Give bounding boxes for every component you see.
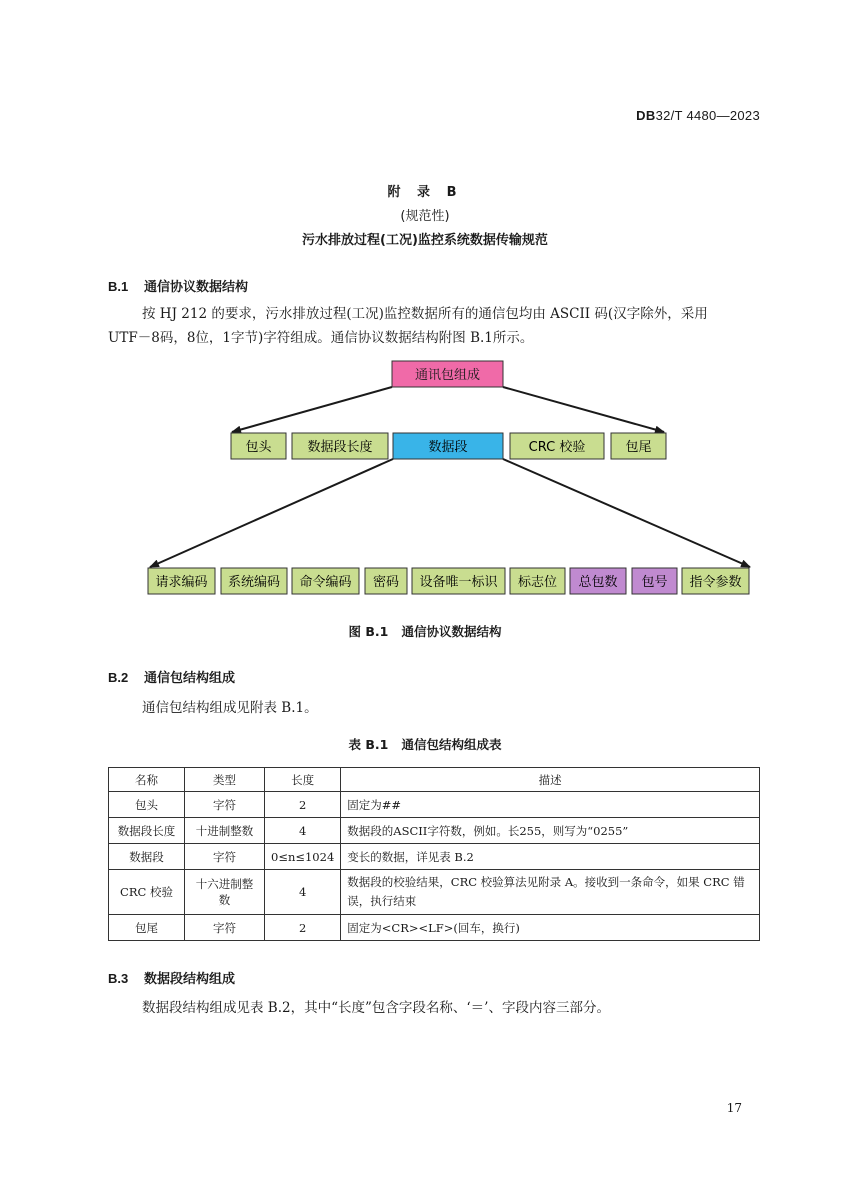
table-caption bbox=[0, 735, 850, 753]
node-crc-label: CRC 校验 bbox=[528, 440, 586, 455]
cell-type: 字符 bbox=[185, 792, 265, 818]
node-command-code-label: 命令编码 bbox=[299, 575, 352, 590]
node-tail bbox=[611, 433, 666, 459]
table-row bbox=[109, 870, 760, 915]
node-header bbox=[231, 433, 286, 459]
node-flag bbox=[510, 568, 565, 594]
cell-length: 0≤n≤1024 bbox=[265, 844, 341, 870]
cell-description: 固定为<CR><LF>(回车，换行) bbox=[341, 915, 760, 941]
cell-name: 数据段长度 bbox=[109, 818, 185, 844]
standard-prefix: DB bbox=[636, 108, 656, 123]
table-caption-text: 通信包结构组成表 bbox=[401, 737, 502, 752]
node-packet-number-label: 包号 bbox=[641, 575, 668, 590]
node-flag-label: 标志位 bbox=[517, 575, 558, 590]
cell-name: 数据段 bbox=[109, 844, 185, 870]
section-b3-number: B.3 bbox=[108, 971, 129, 986]
col-header-type: 类型 bbox=[185, 768, 265, 792]
cell-length: 2 bbox=[265, 792, 341, 818]
col-header-description: 描述 bbox=[341, 768, 760, 792]
page-number: 17 bbox=[726, 1101, 742, 1115]
section-b1-paragraph-line2: UTF－8码，8位，1字节)字符组成。通信协议数据结构附图 B.1所示。 bbox=[108, 330, 534, 346]
node-data-length bbox=[292, 433, 388, 459]
node-root-label: 通讯包组成 bbox=[414, 368, 481, 383]
cell-description: 数据段的ASCII字符数，例如。长255，则写为“0255” bbox=[341, 818, 760, 844]
section-b3-title: 数据段结构组成 bbox=[144, 972, 236, 987]
node-request-code bbox=[148, 568, 215, 594]
cell-length: 2 bbox=[265, 915, 341, 941]
appendix-type: (规范性) bbox=[400, 209, 450, 224]
cell-description: 变长的数据，详见表 B.2 bbox=[341, 844, 760, 870]
node-command-params-label: 指令参数 bbox=[689, 575, 742, 590]
node-system-code-label: 系统编码 bbox=[227, 575, 281, 590]
section-b2-number: B.2 bbox=[108, 670, 129, 685]
arrow-root-to-tail bbox=[503, 387, 664, 432]
node-password bbox=[365, 568, 407, 594]
node-total-packets-label: 总包数 bbox=[578, 575, 618, 590]
appendix-title: 附 录 B bbox=[387, 185, 463, 200]
table-caption-label: 表 B.1 bbox=[348, 737, 389, 752]
col-header-name: 名称 bbox=[109, 768, 185, 792]
figure-caption-text: 通信协议数据结构 bbox=[401, 624, 502, 639]
node-crc bbox=[510, 433, 604, 459]
cell-description: 数据段的校验结果，CRC 校验算法见附录 A。接收到一条命令，如果 CRC 错误，执行结束 bbox=[341, 870, 760, 915]
figure-caption bbox=[0, 622, 850, 640]
node-command-code bbox=[292, 568, 359, 594]
node-data-segment bbox=[393, 433, 503, 459]
cell-name: 包尾 bbox=[109, 915, 185, 941]
section-b1-heading bbox=[108, 276, 248, 295]
cell-type: 字符 bbox=[185, 844, 265, 870]
section-b2-title: 通信包结构组成 bbox=[144, 671, 236, 686]
figure-caption-label: 图 B.1 bbox=[348, 624, 389, 639]
section-b1-number: B.1 bbox=[108, 279, 129, 294]
cell-length: 4 bbox=[265, 870, 341, 915]
arrow-data-to-first bbox=[150, 459, 393, 567]
section-b1-title: 通信协议数据结构 bbox=[144, 280, 249, 295]
section-b1-paragraph-line1: 按 HJ 212 的要求，污水排放过程(工况)监控数据所有的通信包均由 ASCII 码(汉字除外，采用 bbox=[142, 306, 708, 322]
appendix-name: 污水排放过程(工况)监控系统数据传输规范 bbox=[302, 233, 548, 248]
packet-structure-table bbox=[108, 767, 760, 941]
section-b3-paragraph: 数据段结构组成见表 B.2，其中“长度”包含字段名称、‘＝’、字段内容三部分。 bbox=[142, 1000, 610, 1016]
section-b2-paragraph: 通信包结构组成见附表 B.1。 bbox=[142, 700, 318, 716]
cell-type: 十六进制整数 bbox=[185, 870, 265, 915]
table-row bbox=[109, 792, 760, 818]
table-row bbox=[109, 844, 760, 870]
standard-number: 32/T 4480—2023 bbox=[655, 108, 760, 123]
cell-name: 包头 bbox=[109, 792, 185, 818]
cell-type: 字符 bbox=[185, 915, 265, 941]
protocol-structure-diagram bbox=[0, 355, 850, 605]
standard-code bbox=[636, 108, 760, 123]
table-header-row bbox=[109, 768, 760, 792]
cell-length: 4 bbox=[265, 818, 341, 844]
section-b3-heading bbox=[108, 968, 235, 987]
node-request-code-label: 请求编码 bbox=[155, 575, 208, 590]
node-system-code bbox=[221, 568, 287, 594]
arrow-data-to-last bbox=[503, 459, 750, 567]
cell-name: CRC 校验 bbox=[109, 870, 185, 915]
node-data-length-label: 数据段长度 bbox=[307, 440, 373, 455]
node-tail-label: 包尾 bbox=[625, 440, 652, 455]
cell-type: 十进制整数 bbox=[185, 818, 265, 844]
node-packet-number bbox=[632, 568, 677, 594]
arrow-root-to-header bbox=[232, 387, 392, 432]
node-root bbox=[392, 361, 503, 387]
table-row bbox=[109, 818, 760, 844]
cell-description: 固定为## bbox=[341, 792, 760, 818]
node-device-id bbox=[412, 568, 505, 594]
section-b2-heading bbox=[108, 667, 235, 686]
node-command-params bbox=[682, 568, 749, 594]
node-device-id-label: 设备唯一标识 bbox=[419, 575, 498, 590]
table-row bbox=[109, 915, 760, 941]
node-total-packets bbox=[570, 568, 626, 594]
node-data-segment-label: 数据段 bbox=[428, 440, 468, 455]
col-header-length: 长度 bbox=[265, 768, 341, 792]
node-header-label: 包头 bbox=[245, 440, 272, 455]
node-password-label: 密码 bbox=[372, 575, 400, 590]
